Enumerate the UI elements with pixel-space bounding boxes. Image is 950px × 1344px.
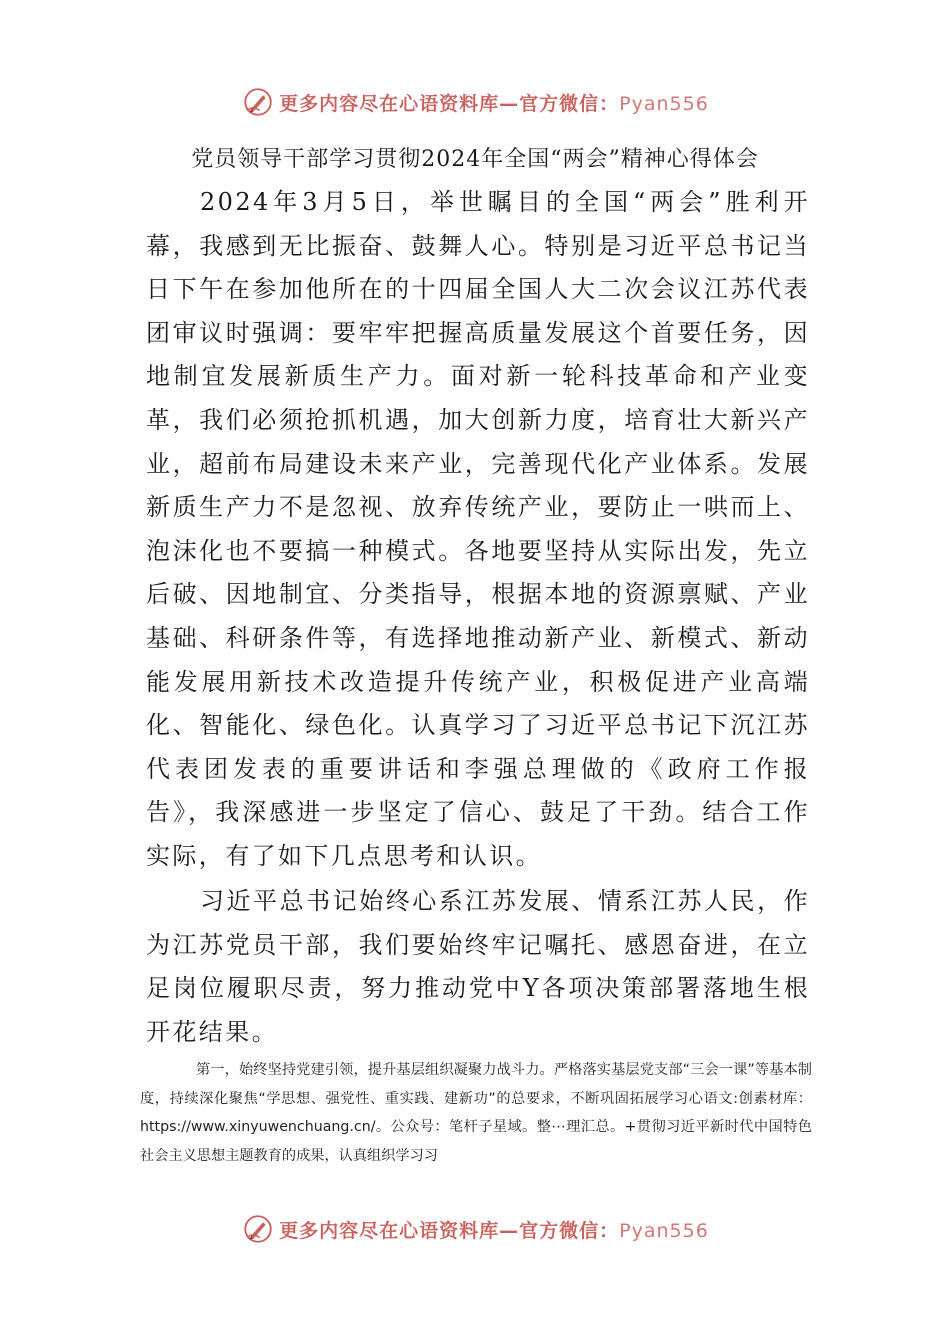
watermark-header	[0, 82, 950, 122]
watermark-text: 更多内容尽在心语资料库—官方微信：Pyan556	[279, 92, 709, 115]
body-paragraph-2: 习近平总书记始终心系江苏发展、情系江苏人民，作为江苏党员干部，我们要始终牢记嘱托、感恩奋进，在立足岗位履职尽责，努力推动党中Y各项决策部署落地生根开花结果。	[146, 887, 810, 1046]
pen-logo-icon	[241, 1212, 275, 1246]
pen-logo-icon	[241, 85, 275, 119]
document-title: 党员领导干部学习贯彻2024年全国“两会”精神心得体会	[191, 147, 759, 172]
watermark-handle: Pyan556	[619, 1219, 709, 1242]
body-paragraph-1: 2024年3月5日，举世瞩目的全国“两会”胜利开幕，我感到无比振奋、鼓舞人心。特别是习近平总书记当日下午在参加他所在的十四届全国人大二次会议江苏代表团审议时强调：要牢牢把握高质量发展这个首要任务，因地制宜发展新质生产力。面对新一轮科技革命和产业变革，我们必须抢抓机遇，加大创新力度，培育壮大新兴产业，超前布局建设未来产业，完善现代化产业体系。发展新质生产力不是忽视、放弃传统产业，要防止一哄而上、泡沫化也不要搞一种模式。各地要坚持从实际出发，先立后破、因地制宜、分类指导，根据本地的资源禀赋、产业基础、科研条件等，有选择地推动新产业、新模式、新动能发展用新技术改造提升传统产业，积极促进产业高端化、智能化、绿色化。认真学习了习近平总书记下沉江苏代表团发表的重要讲话和李强总理做的《政府工作报告》，我深感进一步坚定了信心、鼓足了干劲。结合工作实际，有了如下几点思考和认识。	[146, 188, 810, 870]
watermark-text: 更多内容尽在心语资料库—官方微信：Pyan556	[279, 1219, 709, 1242]
watermark-handle: Pyan556	[619, 92, 709, 115]
watermark-footer	[0, 1209, 950, 1249]
small-paragraph: 第一，始终坚持党建引领，提升基层组织凝聚力战斗力。严格落实基层党支部“三会一课”等基本制度，持续深化聚焦“学思想、强党性、重实践、建新功”的总要求，不断巩固拓展学习心语文:创素材库：https://www.xinyuwenchuang.cn/。公众号：笔杆子星域。整⋯理汇总。+贯彻习近平新时代中国特色社会主义思想主题教育的成果，认真组织学习习	[140, 1062, 812, 1164]
